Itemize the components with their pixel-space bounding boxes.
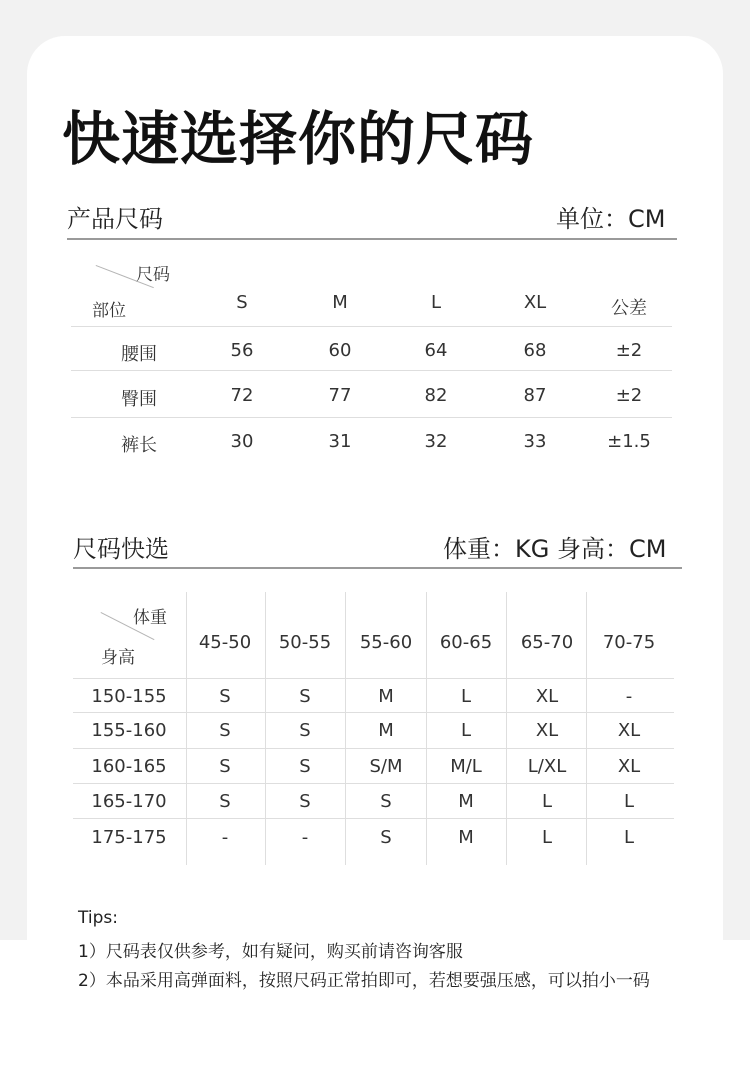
tips-label: Tips:	[78, 908, 118, 928]
row-divider	[71, 417, 672, 418]
column-header: XL	[523, 292, 547, 313]
column-divider	[426, 592, 427, 865]
column-header: M	[332, 292, 348, 313]
row-divider	[71, 326, 672, 327]
table-cell: 33	[523, 431, 547, 452]
column-header: 60-65	[439, 632, 493, 653]
table-cell: S	[299, 720, 311, 741]
row-divider	[73, 748, 674, 749]
column-header: 70-75	[602, 632, 656, 653]
row-divider	[73, 678, 674, 679]
table-cell: M	[378, 720, 394, 741]
column-header: L	[430, 292, 442, 313]
table-cell: M	[458, 827, 474, 848]
row-header: 裤长	[121, 435, 157, 456]
column-divider	[586, 592, 587, 865]
table-cell: ±2	[615, 385, 643, 406]
row-divider	[73, 818, 674, 819]
column-header: S	[236, 292, 248, 313]
row-header: 155-160	[91, 720, 167, 741]
row-divider	[71, 370, 672, 371]
column-header: 55-60	[359, 632, 413, 653]
table-cell: M	[378, 686, 394, 707]
table-cell: S	[380, 827, 392, 848]
column-header: 45-50	[198, 632, 252, 653]
table-cell: 87	[523, 385, 547, 406]
row-header: 腰围	[121, 344, 157, 365]
row-header: 160-165	[91, 756, 167, 777]
table-cell: L	[623, 791, 635, 812]
page-title: 快速选择你的尺码	[62, 105, 535, 173]
table-cell: S	[299, 686, 311, 707]
table-cell: S	[219, 720, 231, 741]
product-size-unit: 单位：CM	[556, 205, 666, 233]
quick-select-divider	[73, 567, 682, 569]
row-divider	[73, 783, 674, 784]
column-header: 50-55	[278, 632, 332, 653]
row-divider	[73, 712, 674, 713]
product-size-divider	[67, 238, 677, 240]
table-cell: L	[541, 827, 553, 848]
table-cell: 64	[424, 340, 448, 361]
column-divider	[265, 592, 266, 865]
table-cell: M	[458, 791, 474, 812]
table-cell: 72	[230, 385, 254, 406]
table-cell: S	[299, 791, 311, 812]
table-cell: S	[219, 791, 231, 812]
table-cell: L	[460, 686, 472, 707]
table-cell: ±1.5	[607, 431, 651, 452]
corner-label-height: 身高	[101, 648, 135, 668]
table-cell: 60	[328, 340, 352, 361]
tips-line-1: 1）尺码表仅供参考，如有疑问，购买前请咨询客服	[78, 942, 463, 962]
product-size-heading: 产品尺码	[67, 205, 163, 233]
corner-label-weight: 体重	[133, 608, 167, 628]
table-cell: 68	[523, 340, 547, 361]
tips-line-2: 2）本品采用高弹面料，按照尺码正常拍即可，若想要强压感，可以拍小一码	[78, 971, 650, 991]
column-divider	[345, 592, 346, 865]
table-cell: S	[299, 756, 311, 777]
table-cell: 30	[230, 431, 254, 452]
row-header: 150-155	[91, 686, 167, 707]
table-cell: XL	[617, 720, 641, 741]
table-cell: L/XL	[527, 756, 567, 777]
table-cell: M/L	[450, 756, 482, 777]
table-cell: ±2	[615, 340, 643, 361]
table-cell: -	[301, 827, 309, 848]
table-cell: -	[221, 827, 229, 848]
table-cell: S/M	[369, 756, 403, 777]
table-cell: XL	[535, 686, 559, 707]
row-header: 175-175	[91, 827, 167, 848]
table-cell: -	[625, 686, 633, 707]
table-cell: L	[460, 720, 472, 741]
table-cell: S	[219, 686, 231, 707]
table-cell: S	[219, 756, 231, 777]
table-cell: 32	[424, 431, 448, 452]
row-header: 臀围	[121, 389, 157, 410]
column-divider	[506, 592, 507, 865]
table-cell: L	[541, 791, 553, 812]
table-cell: 77	[328, 385, 352, 406]
table-cell: L	[623, 827, 635, 848]
table-cell: 56	[230, 340, 254, 361]
column-divider	[186, 592, 187, 865]
table-cell: S	[380, 791, 392, 812]
column-header: 65-70	[520, 632, 574, 653]
table-cell: XL	[535, 720, 559, 741]
row-header: 165-170	[91, 791, 167, 812]
table-cell: 82	[424, 385, 448, 406]
quick-select-unit: 体重：KG 身高：CM	[443, 535, 667, 563]
column-header: 公差	[611, 298, 647, 319]
corner-label-part: 部位	[92, 301, 126, 321]
corner-label-size: 尺码	[136, 265, 170, 285]
table-cell: 31	[328, 431, 352, 452]
quick-select-heading: 尺码快选	[73, 535, 169, 563]
table-cell: XL	[617, 756, 641, 777]
